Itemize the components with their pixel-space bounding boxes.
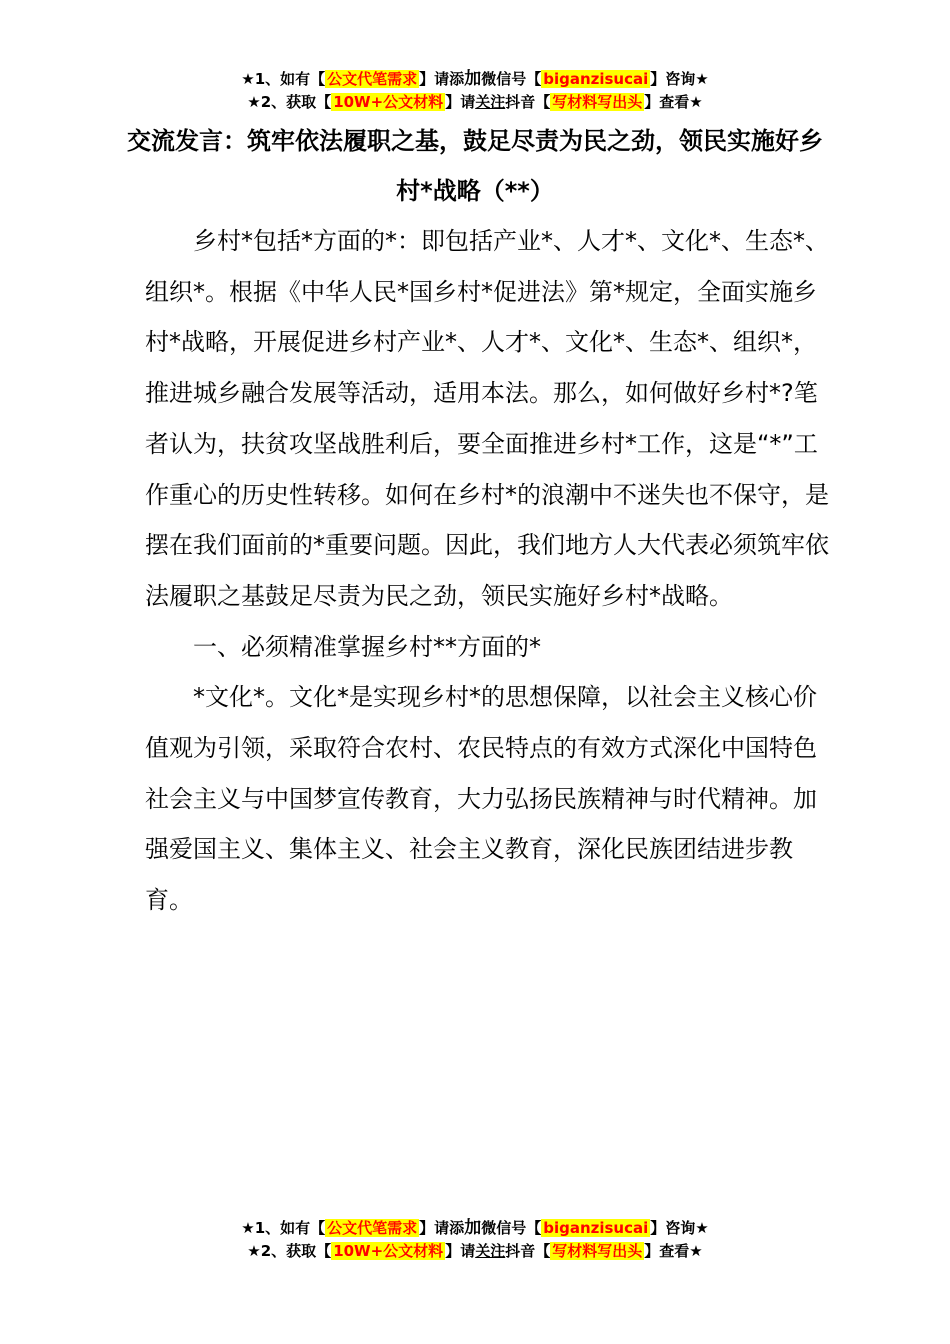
paragraph-intro: 乡村*包括*方面的*：即包括产业*、人才*、文化*、生态*、组织*。根据《中华人民*国乡村*促进法》第*规定，全面实施乡村*战略，开展促进乡村产业*、人才*、文化*、生态*、组织*，推进城乡融合发展等活动，适用本法。那么，如何做好乡村*?笔者认为，扶贫攻坚战胜利后，要全面推进乡村*工作，这是“*”工作重心的历史性转移。如何在乡村*的浪潮中不迷失也不保守，是摆在我们面前的*重要问题。因此，我们地方人大代表必须筑牢依法履职之基鼓足尽责为民之劲，领民实施好乡村*战略。 xyxy=(145,227,829,610)
promo-line-1: ★1、如有【 公文代笔需求 】请添加微信号【 biganzisucai 】咨询★ xyxy=(241,1218,709,1238)
promo-banner-bottom xyxy=(0,1217,950,1263)
promo-highlight-wechat-id: biganzisucai xyxy=(543,70,649,88)
promo-highlight-service: 公文代笔需求 xyxy=(327,1219,418,1237)
paragraph-culture: *文化*。文化*是实现乡村*的思想保障，以社会主义核心价值观为引领，采取符合农村、农民特点的有效方式深化中国特色社会主义与中国梦宣传教育，大力弘扬民族精神与时代精神。加强爱国主义、集体主义、社会主义教育，深化民族团结进步教育。 xyxy=(145,683,817,915)
document-body xyxy=(145,216,835,926)
document-title: 交流发言：筑牢依法履职之基，鼓足尽责为民之劲，领民实施好乡村*战略（**） xyxy=(127,127,823,205)
promo-line-1: ★1、如有【 公文代笔需求 】请添加微信号【 biganzisucai 】咨询★ xyxy=(241,69,709,89)
promo-line-2: ★2、获取【 10W+公文材料 】请关注抖音【 写材料写出头 】查看★ xyxy=(247,93,703,111)
promo-highlight-service: 公文代笔需求 xyxy=(327,70,418,88)
promo-highlight-materials: 10W+公文材料 xyxy=(333,93,444,111)
promo-highlight-douyin: 写材料写出头 xyxy=(552,1242,643,1260)
promo-banner-top xyxy=(0,68,950,114)
promo-line-2: ★2、获取【 10W+公文材料 】请关注抖音【 写材料写出头 】查看★ xyxy=(247,1242,703,1260)
promo-highlight-materials: 10W+公文材料 xyxy=(333,1242,444,1260)
promo-highlight-wechat-id: biganzisucai xyxy=(543,1219,649,1237)
section-heading-1: 一、必须精准掌握乡村**方面的* xyxy=(193,632,541,661)
promo-highlight-douyin: 写材料写出头 xyxy=(552,93,643,111)
